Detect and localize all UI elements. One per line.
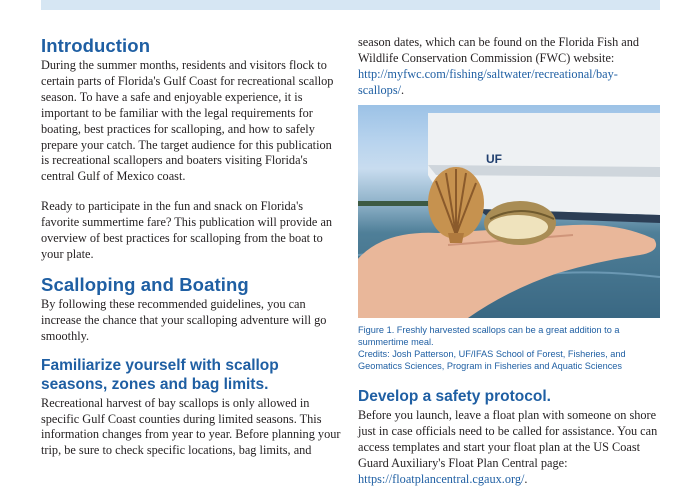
introduction-heading: Introduction [41,35,151,56]
introduction-paragraph-1: During the summer months, residents and visitors flock to certain parts of Florida's Gulf Coast for recreational scallop season. To have a safe and enjoyable experience, it is important to be familiar with the legal requirements for boating, best practices for scalloping, and how to safely prepare your catch. The target audience for this publication is recreational scallopers and boaters visiting Florida's central Gulf of Mexico coast. [41,58,334,184]
header-band [41,0,660,10]
seasons-paragraph: Recreational harvest of bay scallops is only allowed in specific Gulf Coast counties during limited seasons. This information changes from year to year. Before planning your trip, be sure to check specific locations, bag limits, and [41,395,341,458]
boat-lettering: UF [486,151,502,166]
seasons-continued-paragraph [358,35,658,99]
introduction-paragraph-2: Ready to participate in the fun and snack on Florida's favorite summertime fare? This publication will provide an overview of best practices for scalloping from the boat to your plate. [41,199,333,261]
float-plan-link[interactable]: https://floatplancentral.cgaux.org/ [358,472,525,487]
seasons-continued-end: . [401,82,405,97]
figure-credits: Credits: Josh Patterson, UF/IFAS School of Forest, Fisheries, and Geomatics Sciences, Program in Fisheries and Aquatic Sciences [358,349,626,372]
safety-protocol-text: Before you launch, leave a float plan with someone on shore just in case officials need to be called for assistance. You can access templates and start your float plan at the US Coast Guard Auxiliary's Float Plan Central page: [358,408,658,471]
seasons-continued-text: season dates, which can be found on the Florida Fish and Wildlife Conservation Commission (FWC) website: [358,35,640,65]
seasons-subheading: Familiarize yourself with scallop seasons, zones and bag limits. [41,356,279,393]
safety-protocol-heading: Develop a safety protocol. [358,388,551,406]
scallop-shell-right [484,201,556,245]
right-column [358,35,658,488]
scalloping-boating-heading: Scalloping and Boating [41,273,249,295]
fwc-website-link[interactable]: http://myfwc.com/fishing/saltwater/recreational/bay-scallops/ [358,66,618,97]
left-column [41,34,341,459]
scallops-photo [358,105,660,318]
safety-protocol-end: . [524,472,528,487]
figure-caption: Figure 1. Freshly harvested scallops can be a great addition to a summertime meal. [358,324,620,347]
scalloping-boating-paragraph: By following these recommended guidelines, you can increase the chance that your scalloping adventure will go smoothly. [41,296,327,343]
figure-caption-block [358,324,658,373]
safety-protocol-paragraph [358,408,658,488]
